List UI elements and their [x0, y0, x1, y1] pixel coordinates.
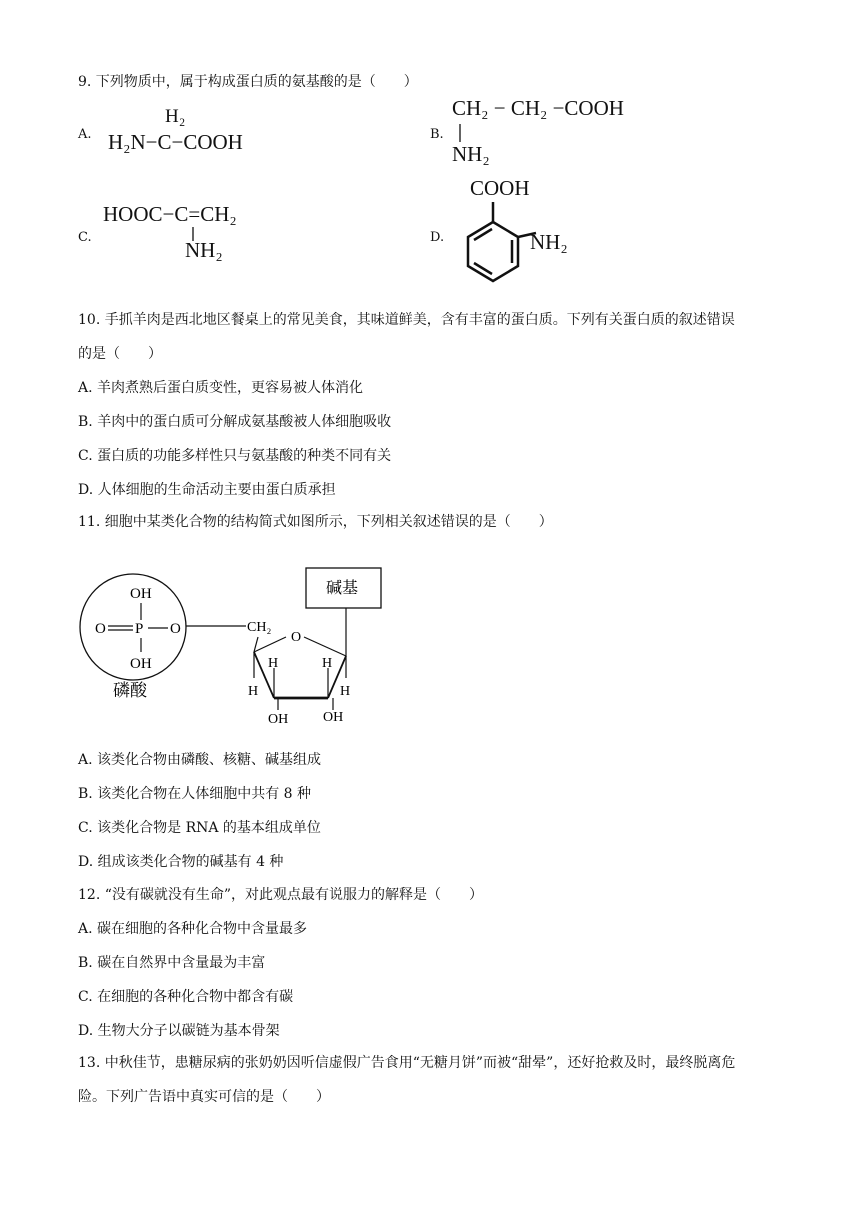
q13-stem-line2: 险。下列广告语中真实可信的是（ ）	[78, 1089, 330, 1105]
phosphate-oh-bottom: OH	[130, 656, 152, 672]
phosphate-o-right: O	[170, 621, 181, 637]
q10-option-c: C. 蛋白质的功能多样性只与氨基酸的种类不同有关	[78, 448, 392, 464]
h-c4: H	[248, 684, 259, 699]
q10-stem-line2: 的是（ ）	[78, 346, 162, 362]
phosphate-label: 磷酸	[113, 681, 147, 700]
q12-stem: 12. “没有碳就没有生命”，对此观点最有说服力的解释是（ ）	[78, 887, 484, 903]
h-c3: H	[268, 656, 279, 671]
oh-c2: OH	[323, 710, 344, 725]
q9-option-c-sub: NH₂	[185, 238, 223, 262]
q9-option-d-nh2: NH₂	[530, 230, 568, 254]
h-c2: H	[322, 656, 333, 671]
q12-option-d: D. 生物大分子以碳链为基本骨架	[78, 1023, 280, 1039]
q12-option-b: B. 碳在自然界中含量最为丰富	[78, 955, 266, 971]
q9-option-b-label: B.	[430, 127, 444, 142]
phosphate-p: P	[135, 621, 144, 637]
ring-oxygen: O	[291, 630, 302, 645]
q9-option-d-cooh: COOH	[470, 176, 530, 200]
q12-option-c: C. 在细胞的各种化合物中都含有碳	[78, 989, 294, 1005]
q10-option-a: A. 羊肉煮熟后蛋白质变性，更容易被人体消化	[78, 380, 364, 396]
q13-stem-line1: 13. 中秋佳节，患糖尿病的张奶奶因听信虚假广告食用“无糖月饼”而被“甜晕”，还好抢救及时，最终脱离危	[78, 1055, 736, 1071]
q9-option-b-formula: CH₂ − CH₂ −COOH	[452, 96, 624, 120]
q9-option-a-label: A.	[78, 127, 92, 142]
q11-option-a: A. 该类化合物由磷酸、核糖、碱基组成	[78, 752, 322, 768]
q9-option-c-label: C.	[78, 230, 92, 245]
base-label: 碱基	[326, 580, 359, 597]
q11-option-c: C. 该类化合物是 RNA 的基本组成单位	[78, 820, 321, 836]
q9-option-a-formula: H₂N−C−COOH	[108, 130, 243, 154]
q9-stem: 9. 下列物质中，属于构成蛋白质的氨基酸的是（ ）	[78, 74, 418, 90]
q10-option-d: D. 人体细胞的生命活动主要由蛋白质承担	[78, 482, 336, 498]
q9-option-c-formula: HOOC−C=CH₂	[103, 202, 237, 226]
q9-option-d-label: D.	[430, 230, 445, 245]
q9-option-b-bond	[455, 122, 465, 144]
q11-stem: 11. 细胞中某类化合物的结构简式如图所示，下列相关叙述错误的是（ ）	[78, 514, 553, 530]
oh-c3: OH	[268, 712, 289, 727]
phosphate-oh-top: OH	[130, 586, 152, 602]
q12-option-a: A. 碳在细胞的各种化合物中含量最多	[78, 921, 308, 937]
q10-option-b: B. 羊肉中的蛋白质可分解成氨基酸被人体细胞吸收	[78, 414, 392, 430]
q11-option-b: B. 该类化合物在人体细胞中共有 8 种	[78, 786, 311, 802]
benzene-ring	[448, 200, 538, 290]
nucleotide-structure-diagram	[78, 560, 398, 730]
q9-option-a-top: H₂	[165, 106, 186, 127]
q11-option-d: D. 组成该类化合物的碱基有 4 种	[78, 854, 284, 870]
q10-stem-line1: 10. 手抓羊肉是西北地区餐桌上的常见美食，其味道鲜美，含有丰富的蛋白质。下列有关蛋白质的叙述错误	[78, 312, 735, 328]
q9-option-b-sub: NH₂	[452, 142, 490, 166]
phosphate-o-left: O	[95, 621, 106, 637]
h-c1: H	[340, 684, 351, 699]
sugar-ch2: CH₂	[247, 620, 272, 635]
